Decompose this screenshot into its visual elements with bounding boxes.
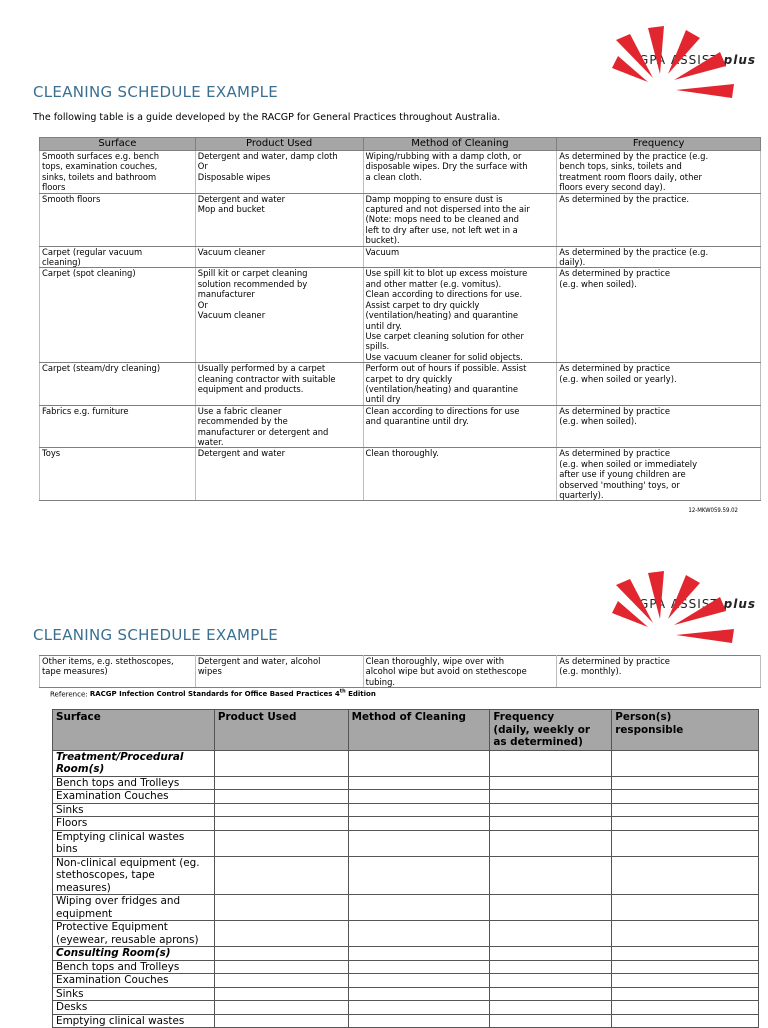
schedule-header-row — [53, 710, 759, 751]
frequency-cell — [557, 656, 761, 688]
schedule-empty-cell[interactable] — [348, 921, 490, 947]
schedule-empty-cell[interactable] — [490, 776, 612, 790]
schedule-empty-cell[interactable] — [348, 1001, 490, 1015]
schedule-empty-cell[interactable] — [490, 974, 612, 988]
product-cell — [195, 448, 363, 501]
cell-text-line: Bench tops and Trolleys — [56, 776, 180, 789]
schedule-surface-cell — [53, 776, 215, 790]
cell-text-line: stethoscopes, tape — [56, 869, 155, 881]
cell-text-line: As determined by the practice (e.g. — [559, 246, 709, 257]
cell-text-line: Perform out of hours if possible. Assist — [365, 363, 527, 374]
cell-text-line: Wiping over fridges and — [56, 895, 181, 907]
cell-text-line: measures) — [56, 881, 111, 894]
schedule-empty-cell[interactable] — [612, 1014, 759, 1028]
schedule-empty-cell[interactable] — [214, 960, 348, 974]
cell-text-line: (e.g. monthly). — [559, 666, 622, 677]
method-cell — [363, 656, 557, 688]
cell-text-line: as determined) — [493, 736, 583, 748]
method-cell — [363, 151, 557, 194]
schedule-surface-cell — [53, 974, 215, 988]
schedule-empty-cell[interactable] — [490, 921, 612, 947]
brand-wordmark: GPA ASSIST plus — [639, 597, 756, 611]
schedule-row — [53, 960, 759, 974]
schedule-row — [53, 817, 759, 831]
frequency-cell — [557, 246, 761, 268]
schedule-surface-cell — [53, 830, 215, 856]
schedule-empty-cell[interactable] — [214, 803, 348, 817]
surface-cell — [40, 656, 196, 688]
cell-text-line: Frequency — [493, 711, 555, 723]
schedule-section-row — [53, 750, 759, 776]
cell-text-line: Treatment/Procedural — [56, 750, 184, 763]
cell-text-line: equipment — [56, 907, 113, 920]
schedule-empty-cell[interactable] — [612, 830, 759, 856]
cell-text-line: (e.g. when soiled or immediately — [559, 458, 698, 469]
cell-text-line: bins — [56, 843, 78, 855]
cell-text-line: Non-clinical equipment (eg. — [56, 856, 200, 869]
cell-text-line: (daily, weekly or — [493, 723, 591, 736]
schedule-empty-cell[interactable] — [490, 750, 612, 776]
method-cell — [363, 448, 557, 501]
product-cell — [195, 151, 363, 194]
cell-text-line: Assist carpet to dry quickly — [365, 299, 480, 310]
cell-text-line: after use if young children are — [559, 469, 686, 480]
surface-cell — [40, 268, 196, 363]
cell-text-line: Floors — [56, 817, 88, 829]
cell-text-line: tops, examination couches, — [42, 161, 158, 172]
cell-text-line: bucket). — [365, 235, 400, 246]
cell-text-line: Clean according to directions for use. — [365, 289, 523, 300]
schedule-surface-cell — [53, 803, 215, 817]
cell-text-line: quarterly). — [559, 490, 604, 500]
frequency-cell — [557, 363, 761, 406]
cleaning-guide-table — [39, 137, 761, 501]
cell-text-line: Clean thoroughly. — [365, 448, 439, 459]
page-title: CLEANING SCHEDULE EXAMPLE — [33, 626, 279, 644]
schedule-surface-cell — [53, 1001, 215, 1015]
schedule-empty-cell[interactable] — [348, 776, 490, 790]
cell-text-line: Clean thoroughly, wipe over with — [365, 656, 505, 666]
cell-text-line: tubing. — [365, 676, 396, 687]
schedule-surface-cell — [53, 817, 215, 831]
cell-text-line: Smooth floors — [42, 193, 101, 204]
cell-text-line: equipment and products. — [197, 383, 304, 394]
schedule-empty-cell[interactable] — [612, 817, 759, 831]
method-cell — [363, 268, 557, 363]
cell-text-line: Vacuum — [365, 246, 400, 257]
product-cell — [195, 268, 363, 363]
cell-text-line: floors — [42, 182, 66, 193]
cell-text-line: Mop and bucket — [197, 204, 265, 215]
schedule-row — [53, 895, 759, 921]
method-cell — [363, 246, 557, 268]
cell-text-line: Desks — [56, 1001, 88, 1013]
schedule-row — [53, 776, 759, 790]
cell-text-line: Room(s) — [56, 763, 105, 775]
cell-text-line: Clean according to directions for use — [365, 405, 520, 416]
cell-text-line: Sinks — [56, 803, 84, 816]
schedule-empty-cell[interactable] — [214, 790, 348, 804]
document-page-2 — [0, 525, 768, 1027]
cell-text-line: Carpet (regular vacuum — [42, 246, 143, 257]
schedule-row — [53, 987, 759, 1001]
schedule-empty-cell[interactable] — [612, 856, 759, 895]
table-row — [40, 246, 761, 268]
table-row — [40, 405, 761, 448]
surface-cell — [40, 363, 196, 406]
schedule-row — [53, 790, 759, 804]
cell-text-line: treatment room floors daily, other — [559, 171, 702, 182]
cell-text-line: sinks, toilets and bathroom — [42, 171, 157, 182]
cell-text-line: Smooth surfaces e.g. bench — [42, 151, 160, 161]
cell-text-line: Use a fabric cleaner — [197, 405, 282, 416]
cell-text-line: Method of Cleaning — [351, 711, 466, 723]
cell-text-line: Use spill kit to blot up excess moisture — [365, 268, 528, 279]
schedule-column-header — [53, 710, 215, 751]
schedule-empty-cell[interactable] — [348, 750, 490, 776]
cell-text-line: Toys — [42, 448, 61, 459]
cell-text-line: Usually performed by a carpet — [197, 363, 326, 374]
cell-text-line: Or — [197, 161, 208, 172]
schedule-surface-cell — [53, 921, 215, 947]
intro-text: The following table is a guide developed by the RACGP for General Practices throughout Australia. — [33, 112, 501, 123]
schedule-empty-cell[interactable] — [490, 987, 612, 1001]
schedule-row — [53, 803, 759, 817]
cell-text-line: captured and not dispersed into the air — [365, 204, 530, 215]
schedule-empty-cell[interactable] — [214, 817, 348, 831]
cell-text-line: Surface — [56, 711, 101, 723]
schedule-row — [53, 830, 759, 856]
schedule-row — [53, 1001, 759, 1015]
cell-text-line: Disposable wipes — [197, 171, 271, 182]
cell-text-line: As determined by the practice. — [559, 193, 690, 204]
schedule-empty-cell[interactable] — [490, 790, 612, 804]
cleaning-schedule-table — [52, 709, 759, 1028]
cleaning-guide-table-continued — [39, 655, 761, 688]
product-cell — [195, 656, 363, 688]
cell-text-line: Carpet (spot cleaning) — [42, 268, 136, 279]
cell-text-line: Bench tops and Trolleys — [56, 960, 180, 973]
schedule-empty-cell[interactable] — [214, 987, 348, 1001]
cell-text-line: As determined by the practice (e.g. — [559, 151, 709, 161]
cell-text-line: (e.g. when soiled). — [559, 278, 637, 289]
schedule-empty-cell[interactable] — [612, 974, 759, 988]
schedule-empty-cell[interactable] — [214, 947, 348, 961]
cell-text-line: Sinks — [56, 987, 84, 1000]
cell-text-line: solution recommended by — [197, 278, 308, 289]
schedule-empty-cell[interactable] — [490, 1001, 612, 1015]
gpa-logo-icon — [608, 565, 768, 645]
cell-text-line: daily). — [559, 257, 586, 268]
cell-text-line: (e.g. when soiled or yearly). — [559, 373, 677, 384]
schedule-surface-cell — [53, 1014, 215, 1028]
schedule-surface-cell — [53, 960, 215, 974]
cell-text-line: (ventilation/heating) and quarantine — [365, 383, 519, 394]
schedule-column-header — [214, 710, 348, 751]
cell-text-line: (Note: mops need to be cleaned and — [365, 214, 519, 225]
cell-text-line: Examination Couches — [56, 790, 169, 802]
cell-text-line: cleaning contractor with suitable — [197, 373, 336, 384]
schedule-empty-cell[interactable] — [348, 960, 490, 974]
schedule-empty-cell[interactable] — [348, 790, 490, 804]
product-cell — [195, 363, 363, 406]
cell-text-line: Or — [197, 299, 208, 310]
table-row — [40, 363, 761, 406]
cell-text-line: (e.g. when soiled). — [559, 416, 637, 427]
cell-text-line: Examination Couches — [56, 974, 169, 986]
column-header: Method of Cleaning — [363, 138, 557, 151]
gpa-logo-icon — [608, 20, 768, 100]
cell-text-line: Detergent and water, alcohol — [197, 656, 321, 666]
cell-text-line: Wiping/rubbing with a damp cloth, or — [365, 151, 522, 161]
schedule-surface-cell — [53, 790, 215, 804]
frequency-cell — [557, 268, 761, 363]
schedule-surface-cell — [53, 856, 215, 895]
table-row — [40, 193, 761, 246]
cell-text-line: As determined by practice — [559, 448, 670, 459]
schedule-empty-cell[interactable] — [214, 750, 348, 776]
cell-text-line: Vacuum cleaner — [197, 310, 266, 321]
document-code: 12-MKW059.59.02 — [688, 507, 738, 514]
page-title: CLEANING SCHEDULE EXAMPLE — [33, 83, 279, 101]
cell-text-line: Detergent and water — [197, 193, 286, 204]
schedule-section-row — [53, 947, 759, 961]
cell-text-line: alcohol wipe but avoid on stethescope — [365, 666, 527, 677]
cell-text-line: until dry. — [365, 320, 402, 331]
method-cell — [363, 405, 557, 448]
table-header-row — [40, 138, 761, 151]
schedule-empty-cell[interactable] — [348, 830, 490, 856]
schedule-column-header — [348, 710, 490, 751]
column-header: Frequency — [557, 138, 761, 151]
schedule-empty-cell[interactable] — [348, 987, 490, 1001]
schedule-empty-cell[interactable] — [490, 856, 612, 895]
schedule-empty-cell[interactable] — [612, 750, 759, 776]
surface-cell — [40, 151, 196, 194]
schedule-empty-cell[interactable] — [490, 830, 612, 856]
cell-text-line: Emptying clinical wastes — [56, 830, 185, 843]
cell-text-line: tape measures) — [42, 666, 108, 677]
cell-text-line: As determined by practice — [559, 656, 670, 666]
page-break — [0, 518, 768, 532]
method-cell — [363, 193, 557, 246]
cell-text-line: Damp mopping to ensure dust is — [365, 193, 503, 204]
cell-text-line: observed 'mouthing' toys, or — [559, 479, 680, 490]
cell-text-line: until dry — [365, 394, 401, 405]
schedule-empty-cell[interactable] — [214, 776, 348, 790]
schedule-column-header — [612, 710, 759, 751]
schedule-empty-cell[interactable] — [348, 817, 490, 831]
cell-text-line: bench tops, sinks, toilets and — [559, 161, 682, 172]
schedule-empty-cell[interactable] — [490, 960, 612, 974]
method-cell — [363, 363, 557, 406]
surface-cell — [40, 448, 196, 501]
schedule-empty-cell[interactable] — [490, 947, 612, 961]
schedule-row — [53, 1014, 759, 1028]
product-cell — [195, 193, 363, 246]
cell-text-line: Protective Equipment — [56, 921, 168, 933]
cell-text-line: water. — [197, 436, 224, 447]
cell-text-line: Other items, e.g. stethoscopes, — [42, 656, 174, 666]
reference-note: Reference: RACGP Infection Control Standards for Office Based Practices 4th Edition — [50, 689, 376, 699]
frequency-cell — [557, 151, 761, 194]
table-row — [40, 656, 761, 688]
cell-text-line: Carpet (steam/dry cleaning) — [42, 363, 161, 374]
frequency-cell — [557, 193, 761, 246]
schedule-empty-cell[interactable] — [348, 803, 490, 817]
cell-text-line: Detergent and water — [197, 448, 286, 459]
schedule-empty-cell[interactable] — [612, 960, 759, 974]
product-cell — [195, 405, 363, 448]
schedule-empty-cell[interactable] — [214, 1001, 348, 1015]
brand-wordmark: GPA ASSIST plus — [639, 53, 756, 67]
cell-text-line: As determined by practice — [559, 405, 670, 416]
cell-text-line: a clean cloth. — [365, 171, 422, 182]
schedule-surface-cell — [53, 947, 215, 961]
cell-text-line: left to dry after use, not left wet in a — [365, 224, 518, 235]
frequency-cell — [557, 448, 761, 501]
schedule-row — [53, 856, 759, 895]
cell-text-line: recommended by the — [197, 416, 288, 427]
cell-text-line: Product Used — [217, 711, 297, 723]
cell-text-line: Spill kit or carpet cleaning — [197, 268, 308, 279]
schedule-surface-cell — [53, 987, 215, 1001]
cell-text-line: wipes — [197, 666, 222, 677]
schedule-empty-cell[interactable] — [612, 987, 759, 1001]
table-row — [40, 151, 761, 194]
cell-text-line: Consulting Room(s) — [56, 947, 171, 959]
surface-cell — [40, 405, 196, 448]
schedule-row — [53, 921, 759, 947]
product-cell — [195, 246, 363, 268]
cell-text-line: floors every second day). — [559, 182, 666, 193]
schedule-column-header — [490, 710, 612, 751]
schedule-empty-cell[interactable] — [214, 921, 348, 947]
table-row — [40, 448, 761, 501]
cell-text-line: Emptying clinical wastes — [56, 1014, 185, 1027]
schedule-empty-cell[interactable] — [214, 856, 348, 895]
schedule-empty-cell[interactable] — [214, 895, 348, 921]
cell-text-line: disposable wipes. Dry the surface with — [365, 161, 528, 172]
cell-text-line: Use vacuum cleaner for solid objects. — [365, 351, 523, 362]
schedule-empty-cell[interactable] — [490, 1014, 612, 1028]
cell-text-line: Fabrics e.g. furniture — [42, 405, 129, 416]
frequency-cell — [557, 405, 761, 448]
schedule-empty-cell[interactable] — [612, 776, 759, 790]
schedule-empty-cell[interactable] — [214, 1014, 348, 1028]
cell-text-line: manufacturer — [197, 289, 255, 300]
schedule-empty-cell[interactable] — [348, 1014, 490, 1028]
schedule-empty-cell[interactable] — [214, 974, 348, 988]
cell-text-line: Detergent and water, damp cloth — [197, 151, 338, 161]
cell-text-line: spills. — [365, 341, 390, 352]
schedule-empty-cell[interactable] — [490, 803, 612, 817]
cell-text-line: manufacturer or detergent and — [197, 426, 329, 437]
schedule-empty-cell[interactable] — [348, 974, 490, 988]
schedule-empty-cell[interactable] — [612, 803, 759, 817]
column-header: Product Used — [195, 138, 363, 151]
schedule-empty-cell[interactable] — [612, 921, 759, 947]
cell-text-line: cleaning) — [42, 257, 81, 268]
schedule-surface-cell — [53, 895, 215, 921]
cell-text-line: Use carpet cleaning solution for other — [365, 330, 524, 341]
schedule-empty-cell[interactable] — [612, 895, 759, 921]
cell-text-line: (ventilation/heating) and quarantine — [365, 310, 519, 321]
cell-text-line: Person(s) — [615, 711, 672, 723]
schedule-empty-cell[interactable] — [612, 947, 759, 961]
schedule-empty-cell[interactable] — [490, 895, 612, 921]
schedule-empty-cell[interactable] — [348, 947, 490, 961]
cell-text-line: carpet to dry quickly — [365, 373, 453, 384]
schedule-empty-cell[interactable] — [612, 790, 759, 804]
surface-cell — [40, 246, 196, 268]
cell-text-line: and other matter (e.g. vomitus). — [365, 278, 502, 289]
cell-text-line: As determined by practice — [559, 268, 670, 279]
cell-text-line: and quarantine until dry. — [365, 416, 469, 427]
cell-text-line: (eyewear, reusable aprons) — [56, 933, 199, 946]
cell-text-line: responsible — [615, 723, 684, 736]
surface-cell — [40, 193, 196, 246]
schedule-empty-cell[interactable] — [348, 895, 490, 921]
schedule-surface-cell — [53, 750, 215, 776]
cell-text-line: As determined by practice — [559, 363, 670, 374]
table-row — [40, 268, 761, 363]
schedule-row — [53, 974, 759, 988]
schedule-empty-cell[interactable] — [612, 1001, 759, 1015]
schedule-empty-cell[interactable] — [348, 856, 490, 895]
schedule-empty-cell[interactable] — [214, 830, 348, 856]
column-header: Surface — [40, 138, 196, 151]
schedule-empty-cell[interactable] — [490, 817, 612, 831]
cell-text-line: Vacuum cleaner — [197, 246, 266, 257]
